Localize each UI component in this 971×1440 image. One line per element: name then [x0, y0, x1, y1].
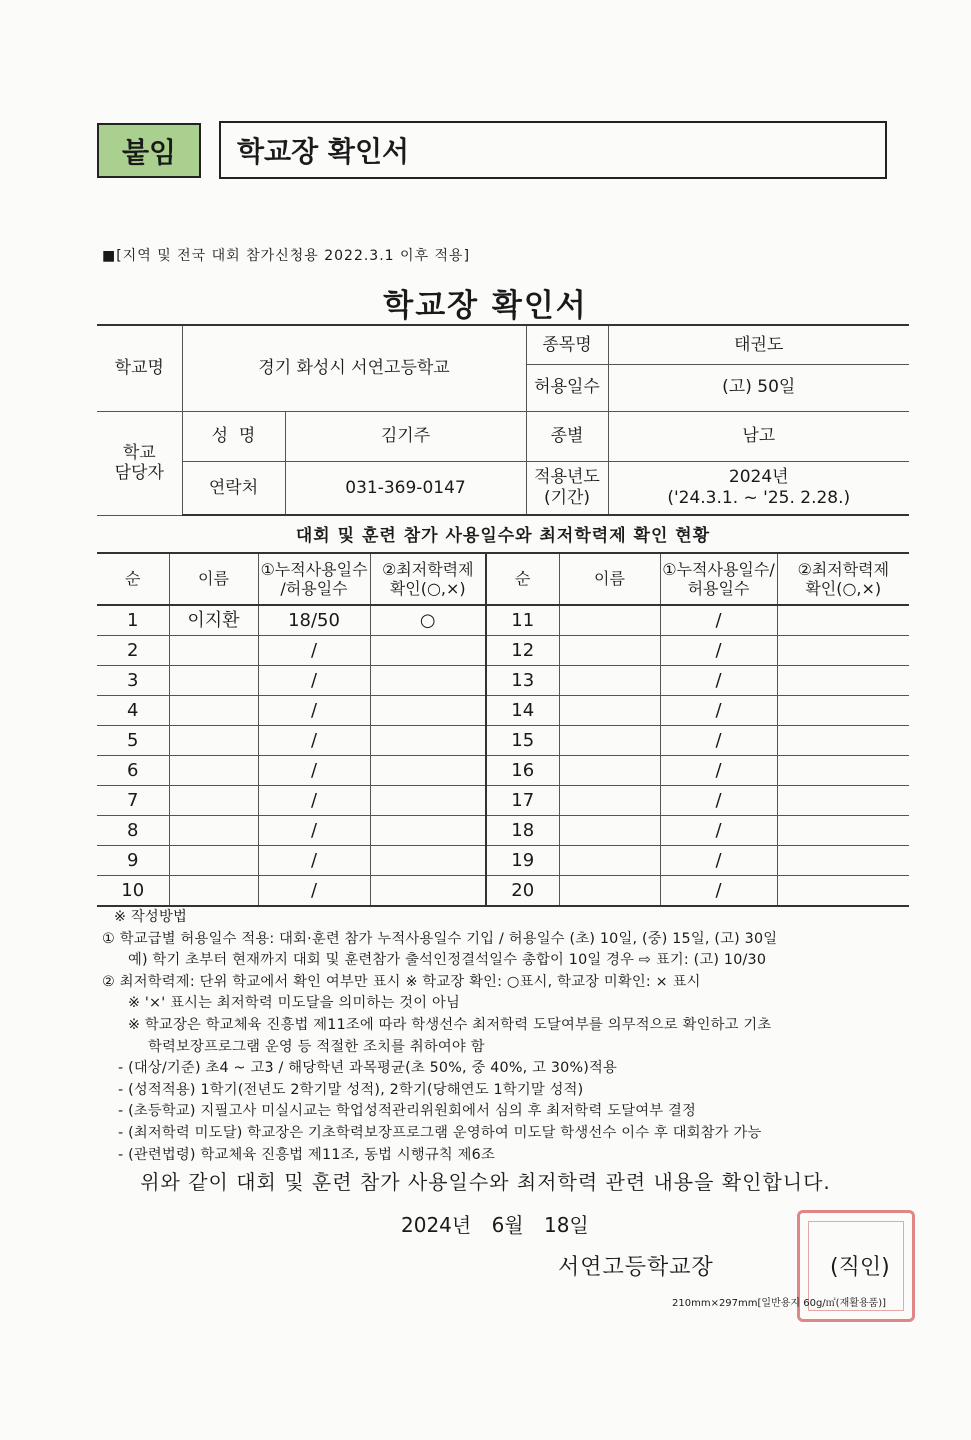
usage-table [97, 552, 909, 907]
table-row [97, 636, 909, 666]
row-name-right [559, 696, 660, 726]
row-days: / [258, 726, 370, 756]
instructions [102, 907, 912, 1166]
row-name-right [559, 756, 660, 786]
row-check-right [777, 816, 909, 846]
row-check-right [777, 636, 909, 666]
table-row [97, 876, 909, 907]
year-period: ('24.3.1. ~ '25. 2.28.) [667, 487, 851, 508]
row-no: 3 [97, 666, 169, 696]
instruction-line: - (초등학교) 지필고사 미실시교는 학업성적관리위원회에서 심의 후 최저학력 도달여부 결정 [118, 1103, 697, 1120]
row-check [370, 636, 486, 666]
header-days: ①누적사용일수 /허용일수 [258, 553, 370, 605]
row-days-right: / [660, 605, 777, 636]
instruction-line: 예) 학기 초부터 현재까지 대회 및 훈련참가 출석인정결석일수 총합이 10일 경우 ⇨ 표기: (고) 10/30 [128, 952, 767, 969]
school-info-table [97, 324, 909, 516]
row-no: 2 [97, 636, 169, 666]
row-check-right [777, 696, 909, 726]
manager-name-label: 성 명 [182, 411, 285, 461]
row-days-right: / [660, 816, 777, 846]
row-days: / [258, 846, 370, 876]
document-title: 학교장 확인서 [383, 288, 588, 324]
instruction-line: - (성적적용) 1학기(전년도 2학기말 성적), 2학기(당해연도 1학기말 성적) [118, 1081, 584, 1098]
row-check [370, 726, 486, 756]
instruction-line: ※ '×' 표시는 최저학력 미도달을 의미하는 것이 아님 [128, 995, 461, 1012]
row-name-right [559, 876, 660, 907]
row-name [169, 636, 258, 666]
row-check [370, 696, 486, 726]
row-name-right [559, 846, 660, 876]
row-no-right: 18 [486, 816, 559, 846]
allowed-days-label: 허용일수 [526, 364, 608, 411]
row-check-right [777, 666, 909, 696]
row-no-right: 11 [486, 605, 559, 636]
row-no-right: 14 [486, 696, 559, 726]
year-value-cell [608, 461, 909, 515]
row-name-right [559, 666, 660, 696]
table-row [97, 756, 909, 786]
row-name [169, 846, 258, 876]
row-name [169, 756, 258, 786]
instruction-line: ① 학교급별 허용일수 적용: 대회·훈련 참가 누적사용일수 기입 / 허용일수 (초) 10일, (중) 15일, (고) 30일 [102, 930, 778, 947]
row-days: / [258, 756, 370, 786]
row-check-right [777, 876, 909, 907]
row-days-right: / [660, 756, 777, 786]
row-check [370, 786, 486, 816]
signing-date [401, 1209, 589, 1238]
row-days-right: / [660, 636, 777, 666]
row-name-right [559, 605, 660, 636]
header-name-right: 이름 [559, 553, 660, 605]
school-name-label: 학교명 [97, 325, 182, 411]
instruction-line: - (대상/기준) 초4 ~ 고3 / 해당학년 과목평균(초 50%, 중 40%, 고 30%)적용 [118, 1060, 618, 1077]
row-no-right: 19 [486, 846, 559, 876]
row-name [169, 786, 258, 816]
row-no-right: 20 [486, 876, 559, 907]
row-name [169, 816, 258, 846]
row-name-right [559, 786, 660, 816]
instruction-heading: ※ 작성방법 [114, 909, 187, 925]
date-day: 18일 [543, 1213, 589, 1237]
header-days-right: ①누적사용일수/ 허용일수 [660, 553, 777, 605]
row-days-right: / [660, 666, 777, 696]
row-check-right [777, 605, 909, 636]
confirmation-statement: 위와 같이 대회 및 훈련 참가 사용일수와 최저학력 관련 내용을 확인합니다. [140, 1170, 831, 1194]
row-name-right [559, 726, 660, 756]
header-no: 순 [97, 553, 169, 605]
manager-name-value: 김기주 [285, 411, 526, 461]
row-no: 8 [97, 816, 169, 846]
header-check-right: ②최저학력제 확인(○,×) [777, 553, 909, 605]
sport-value: 태권도 [608, 325, 909, 364]
paper-spec: 210mm×297mm[일반용지 60g/㎡(재활용품)] [672, 1298, 887, 1309]
header-title: 학교장 확인서 [219, 121, 887, 179]
allowed-days-value: (고) 50일 [608, 364, 909, 411]
date-year: 2024년 [401, 1213, 472, 1237]
category-label: 종별 [526, 411, 608, 461]
row-days: 18/50 [258, 605, 370, 636]
row-check [370, 666, 486, 696]
row-name-right [559, 636, 660, 666]
row-days: / [258, 876, 370, 907]
row-no: 7 [97, 786, 169, 816]
row-days: / [258, 666, 370, 696]
row-no: 5 [97, 726, 169, 756]
sport-label: 종목명 [526, 325, 608, 364]
contact-value: 031-369-0147 [285, 461, 526, 515]
row-days-right: / [660, 846, 777, 876]
row-check [370, 756, 486, 786]
row-name-right [559, 816, 660, 846]
date-month: 6월 [491, 1213, 524, 1237]
row-no-right: 12 [486, 636, 559, 666]
year-value: 2024년 [728, 467, 789, 488]
row-no: 6 [97, 756, 169, 786]
row-check [370, 816, 486, 846]
instruction-line: - (관련법령) 학교체육 진흥법 제11조, 동법 시행규칙 제6조 [118, 1146, 495, 1163]
row-check-right [777, 786, 909, 816]
year-label: 적용년도 (기간) [526, 461, 608, 515]
row-days: / [258, 786, 370, 816]
row-no-right: 15 [486, 726, 559, 756]
table-row [97, 786, 909, 816]
row-check-right [777, 846, 909, 876]
table-row [97, 605, 909, 636]
row-check [370, 876, 486, 907]
header-name: 이름 [169, 553, 258, 605]
header-check: ②최저학력제 확인(○,×) [370, 553, 486, 605]
table-header-row [97, 553, 909, 605]
row-days: / [258, 696, 370, 726]
seal-label: (직인) [830, 1255, 890, 1280]
row-check: ○ [370, 605, 486, 636]
instruction-line: ② 최저학력제: 단위 학교에서 확인 여부만 표시 ※ 학교장 확인: ○표시, 학교장 미확인: × 표시 [102, 973, 701, 990]
table-row [97, 726, 909, 756]
row-name [169, 876, 258, 907]
row-no-right: 13 [486, 666, 559, 696]
row-no-right: 16 [486, 756, 559, 786]
school-name-value: 경기 화성시 서연고등학교 [182, 325, 526, 411]
category-value: 남고 [608, 411, 909, 461]
section-title: 대회 및 훈련 참가 사용일수와 최저학력제 확인 현황 [295, 526, 711, 546]
instruction-line: 학력보장프로그램 운영 등 적절한 조치를 취하여야 함 [148, 1038, 485, 1055]
row-no: 9 [97, 846, 169, 876]
row-no-right: 17 [486, 786, 559, 816]
header-no-right: 순 [486, 553, 559, 605]
row-days-right: / [660, 876, 777, 907]
row-name [169, 666, 258, 696]
row-name [169, 696, 258, 726]
attachment-tag: 붙임 [97, 123, 201, 178]
table-row [97, 666, 909, 696]
row-days: / [258, 816, 370, 846]
row-name [169, 726, 258, 756]
row-name: 이지환 [169, 605, 258, 636]
row-days: / [258, 636, 370, 666]
applicability-note: ■[지역 및 전국 대회 참가신청용 2022.3.1 이후 적용] [102, 248, 471, 264]
row-check-right [777, 726, 909, 756]
manager-label: 학교 담당자 [97, 411, 182, 515]
contact-label: 연락처 [182, 461, 285, 515]
row-check [370, 846, 486, 876]
row-no: 10 [97, 876, 169, 907]
instruction-line: ※ 학교장은 학교체육 진흥법 제11조에 따라 학생선수 최저학력 도달여부를 의무적으로 확인하고 기초 [128, 1016, 772, 1033]
row-no: 1 [97, 605, 169, 636]
table-row [97, 816, 909, 846]
instruction-line: - (최저학력 미도달) 학교장은 기초학력보장프로그램 운영하여 미도달 학생선수 이수 후 대회참가 가능 [118, 1124, 762, 1141]
row-days-right: / [660, 696, 777, 726]
row-days-right: / [660, 786, 777, 816]
table-row [97, 696, 909, 726]
table-row [97, 846, 909, 876]
row-check-right [777, 756, 909, 786]
row-days-right: / [660, 726, 777, 756]
row-no: 4 [97, 696, 169, 726]
principal-title: 서연고등학교장 [558, 1255, 714, 1280]
